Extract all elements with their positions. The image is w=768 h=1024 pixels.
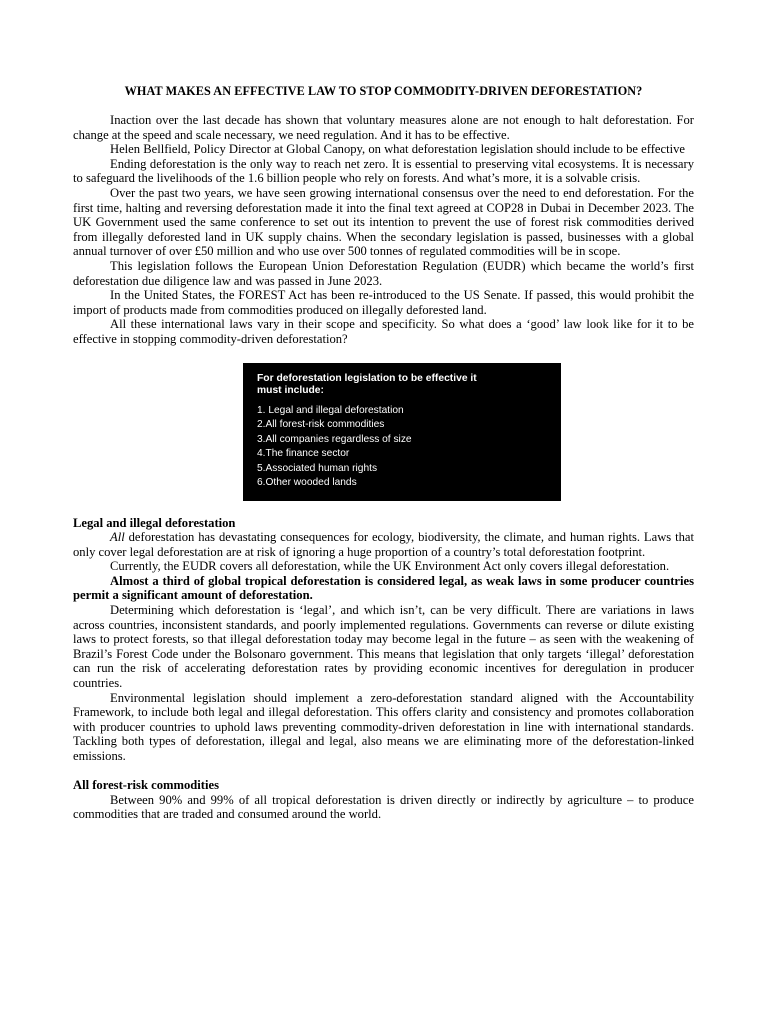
callout-item: 3.All companies regardless of size [257,433,412,445]
document-title: WHAT MAKES AN EFFECTIVE LAW TO STOP COMMODITY-DRIVEN DEFORESTATION? [124,84,643,98]
intro-paragraph: Ending deforestation is the only way to reach net zero. It is essential to preserving vital ecosystems. It is necessary to safeguard the livelihoods of the 1.6 billion people who rely on forests. And what’s more, it is a solvable crisis. [73,156,694,186]
intro-paragraph: This legislation follows the European Union Deforestation Regulation (EUDR) which became the world’s first deforestation due diligence law and was passed in June 2023. [73,258,694,288]
section-paragraph: Environmental legislation should implement a zero-deforestation standard aligned with the Accountability Framework, to include both legal and illegal deforestation. This offers clarity and consistency and promotes collaboration with producer countries to uphold laws preventing commodity-driven deforestation in line with international standards. Tackling both types of deforestation, illegal and legal, also means we are eliminating more of the deforestation-linked emissions. [73,690,694,763]
intro-paragraph: Inaction over the last decade has shown that voluntary measures alone are not enough to halt deforestation. For change at the speed and scale necessary, we need regulation. And it has to be effective. [73,113,694,142]
callout-box [243,363,561,501]
callout-item: 6.Other wooded lands [257,477,357,488]
section-paragraph: Between 90% and 99% of all tropical deforestation is driven directly or indirectly by agriculture – to produce commodities that are traded and consumed around the world. [73,792,694,822]
section-spacer [73,764,694,779]
emphasis-text: All [110,530,125,545]
section-forest-risk-commodities [73,778,694,822]
section-legal-illegal [73,516,694,764]
intro-paragraph: Over the past two years, we have seen growing international consensus over the need to end deforestation. For the first time, halting and reversing deforestation made it into the final text agreed at COP28 in Dubai in December 2023. The UK Government used the same conference to set out its intention to prevent the use of forest risk commodities derived from illegally deforested land in UK supply chains. When the secondary legislation is passed, businesses with a global annual turnover of over £50 million and who use over 500 tonnes of regulated commodities will be in scope. [73,185,694,259]
callout-item: 2.All forest-risk commodities [257,419,385,430]
bold-statement: Almost a third of global tropical deforestation is considered legal, as weak laws in some producer countries permit a significant amount of deforestation. [73,573,694,603]
document-body [73,84,694,822]
intro-byline: Helen Bellfield, Policy Director at Global Canopy, on what deforestation legislation should include to be effective [110,142,685,157]
section-paragraph: Currently, the EUDR covers all deforestation, while the UK Environment Act only covers illegal deforestation. [110,559,670,574]
intro-paragraph: In the United States, the FOREST Act has been re-introduced to the US Senate. If passed, this would prohibit the import of products made from commodities produced on illegally deforested land. [73,288,694,317]
section-paragraph [73,530,694,559]
section-paragraph [73,574,694,603]
section-heading: All forest-risk commodities [73,778,219,793]
callout-title: For deforestation legislation to be effective it must include: [257,372,477,396]
section-paragraph: Determining which deforestation is ‘legal’, and which isn’t, can be very difficult. There are variations in laws across countries, inconsistent standards, and poorly implemented regulations. Governments can reverse or dilute existing laws to protect forests, so that illegal deforestation today may become legal in the future – as seen with the weakening of Brazil’s Forest Code under the Bolsonaro government. This means that legislation that only targets ‘illegal’ deforestation can run the risk of accelerating deforestation rates by providing economic incentives for deregulation in producer countries. [73,603,694,691]
callout-list [257,404,561,491]
section-heading: Legal and illegal deforestation [73,515,236,530]
paragraph-text: deforestation has devastating consequences for ecology, biodiversity, the climate, and human rights. Laws that only cover legal deforestation are at risk of ignoring a huge proportion of a country’s total deforestation footprint. [73,530,694,559]
callout-item: 5.Associated human rights [257,462,378,474]
callout-item: 4.The finance sector [257,448,350,459]
callout-item: 1. Legal and illegal deforestation [257,404,404,416]
intro-paragraph: All these international laws vary in their scope and specificity. So what does a ‘good’ law look like for it to be effective in stopping commodity-driven deforestation? [73,317,694,346]
